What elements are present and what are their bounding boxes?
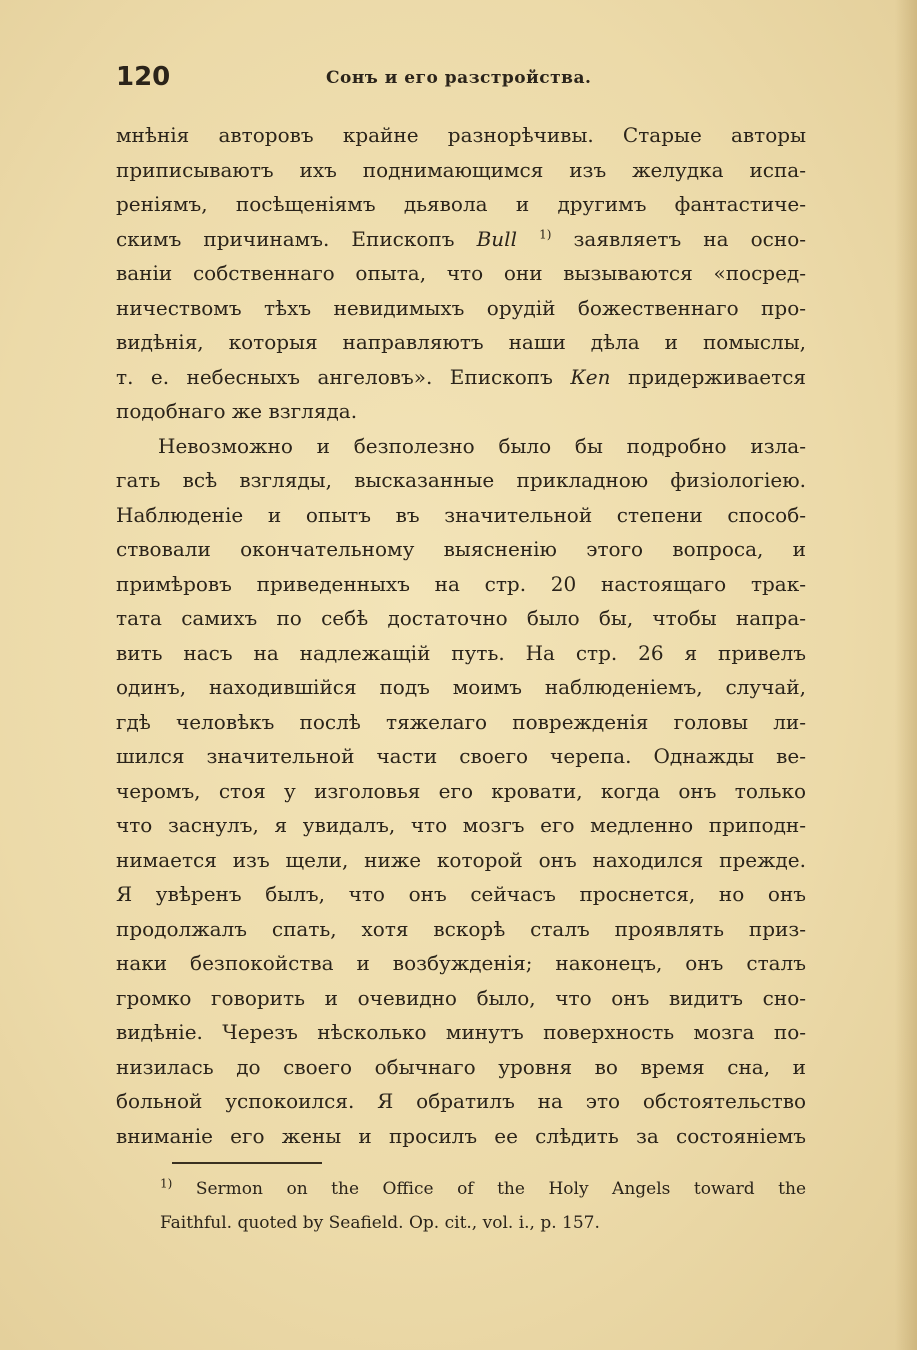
- text-line: [116, 222, 806, 257]
- text-line: больной успокоился. Я обратилъ на это обстоятельство: [116, 1089, 806, 1113]
- text-line: приписываютъ ихъ поднимающимся изъ желудка испа-: [116, 157, 806, 182]
- text-line: подобнаго же взгляда.: [116, 399, 358, 423]
- text-line: мнѣнія авторовъ крайне разнорѣчивы. Старые авторы: [116, 123, 806, 147]
- text-line: ваніи собственнаго опыта, что они вызываются «посред-: [116, 261, 806, 285]
- text-line: видѣніе. Черезъ нѣсколько минутъ поверхность мозга по-: [116, 1020, 806, 1044]
- footnote-reference: 1): [539, 226, 552, 241]
- footnote-divider: [172, 1162, 322, 1164]
- text-line: ничествомъ тѣхъ невидимыхъ орудій божественнаго про-: [116, 295, 806, 320]
- text-line: низилась до своего обычнаго уровня во время сна, и: [116, 1054, 806, 1079]
- footnote-text: Sermon on the Office of the Holy Angels toward the: [195, 1179, 807, 1199]
- running-title: Сонъ и его разстройства.: [326, 68, 592, 88]
- author-name-ken: Кеn: [570, 364, 611, 389]
- text-line: гать всѣ взгляды, высказанные прикладною физіологіею.: [116, 468, 806, 492]
- text-line: что заснулъ, я увидалъ, что мозгъ его медленно приподн-: [116, 813, 806, 837]
- page-header: [116, 62, 806, 102]
- text-line: гдѣ человѣкъ послѣ тяжелаго поврежденія головы ли-: [116, 709, 806, 734]
- text-line: [116, 360, 806, 395]
- text-line: наки безпокойства и возбужденія; наконецъ, онъ сталъ: [116, 951, 806, 975]
- text-line: громко говорить и очевидно было, что онъ видитъ сно-: [116, 985, 806, 1010]
- text-line: одинъ, находившійся подъ моимъ наблюденіемъ, случай,: [116, 675, 806, 699]
- text-line: вниманіе его жены и просилъ ее слѣдить за состояніемъ: [116, 1123, 806, 1148]
- text-fragment: скимъ причинамъ. Епископъ: [116, 226, 455, 251]
- text-line: нимается изъ щели, ниже которой онъ находился прежде.: [116, 847, 806, 872]
- text-line: реніямъ, посѣщеніямъ дьявола и другимъ фантастиче-: [116, 192, 806, 216]
- text-line: примѣровъ приведенныхъ на стр. 20 настоящаго трак-: [116, 571, 806, 596]
- text-line: продолжалъ спать, хотя вскорѣ сталъ проявлять приз-: [116, 916, 806, 941]
- text-line: шился значительной части своего черепа. Однажды ве-: [116, 744, 806, 768]
- text-line: Наблюденіе и опытъ въ значительной степени способ-: [116, 502, 806, 527]
- text-line: Невозможно и безполезно было бы подробно изла-: [158, 433, 806, 458]
- footnote: [160, 1172, 806, 1240]
- text-line: тата самихъ по себѣ достаточно было бы, чтобы напра-: [116, 606, 806, 630]
- text-line: вить насъ на надлежащій путь. На стр. 26 я привелъ: [116, 640, 806, 665]
- text-line: Я увѣренъ былъ, что онъ сейчасъ проснется, но онъ: [116, 882, 806, 906]
- author-name-bull: Bull: [476, 226, 517, 251]
- page-edge-shadow: [895, 0, 917, 1350]
- text-line: ствовали окончательному выясненію этого вопроса, и: [116, 537, 806, 561]
- page-number: 120: [116, 62, 171, 92]
- text-line: черомъ, стоя у изголовья его кровати, когда онъ только: [116, 778, 806, 803]
- text-fragment: заявляетъ на осно-: [573, 226, 807, 251]
- footnote-marker: 1): [160, 1176, 173, 1191]
- footnote-line: [160, 1172, 806, 1206]
- footnote-line: Faithful. quoted by Seafield. Op. cit., vol. i., p. 157.: [160, 1213, 600, 1233]
- text-fragment: придерживается: [627, 364, 807, 389]
- text-fragment: т. е. небесныхъ ангеловъ». Епископъ: [116, 364, 553, 389]
- text-line: видѣнія, которыя направляютъ наши дѣла и помыслы,: [116, 330, 806, 354]
- main-text: [116, 118, 806, 1153]
